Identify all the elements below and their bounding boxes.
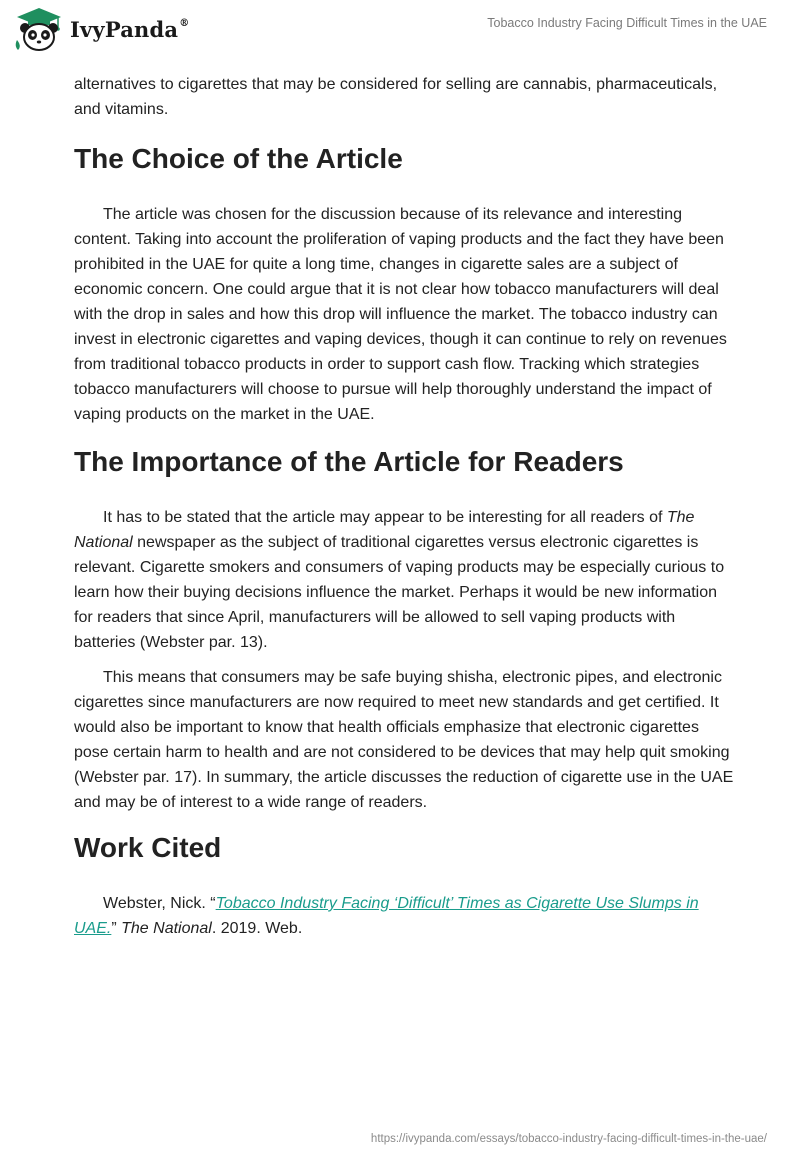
citation-close-quote: ” xyxy=(111,920,122,937)
citation-article-link[interactable]: Tobacco Industry Facing ‘Difficult’ Times as Cigarette Use Slumps in UAE. xyxy=(74,895,699,937)
registered-mark: ® xyxy=(179,17,190,29)
newspaper-name: The National xyxy=(74,509,695,551)
citation-entry xyxy=(74,891,734,941)
logo-wordmark: IvyPanda® xyxy=(70,16,190,42)
footer-url: https://ivypanda.com/essays/tobacco-industry-facing-difficult-times-in-the-uae/ xyxy=(370,1133,767,1145)
panda-graduate-icon xyxy=(14,6,64,52)
choice-paragraph: The article was chosen for the discussion because of its relevance and interesting content. Taking into account the proliferation of vaping products and the fact they have been prohibited in the UAE for quite a long time, changes in cigarette sales are a subject of economic concern. One could argue that it is not clear how tobacco manufacturers will deal with the drop in sales and how this drop will influence the market. The tobacco industry can invest in electronic cigarettes and vaping devices, though it can continue to rely on revenues from traditional tobacco products in order to support cash flow. Tracking which strategies tobacco manufacturers will choose to pursue will help thoroughly understand the impact of vaping products on the market in the UAE. xyxy=(74,206,727,423)
page-header xyxy=(0,0,800,64)
section-heading-importance: The Importance of the Article for Readers xyxy=(74,446,624,477)
section-heading-work-cited: Work Cited xyxy=(74,832,222,863)
importance-paragraph-1 xyxy=(74,505,734,655)
text-run: newspaper as the subject of traditional cigarettes versus electronic cigarettes is relevant. Cigarette smokers and consumers of vaping products may be especially curious to learn how their buying decisions influence the market. Perhaps it would be new information for readers that since April, manufacturers will be allowed to sell vaping products with batteries (Webster par. 13). xyxy=(74,534,725,651)
ivypanda-logo[interactable] xyxy=(14,6,189,52)
section-heading-choice: The Choice of the Article xyxy=(74,143,403,174)
essay-body xyxy=(74,72,734,951)
text-run: It has to be stated that the article may appear to be interesting for all readers of xyxy=(103,509,667,526)
citation-author: Webster, Nick. “ xyxy=(103,895,216,912)
intro-paragraph: alternatives to cigarettes that may be considered for selling are cannabis, pharmaceuticals, and vitamins. xyxy=(74,76,718,118)
importance-paragraph-2: This means that consumers may be safe buying shisha, electronic pipes, and electronic cigarettes since manufacturers are now required to meet new standards and get certified. It would also be important to know that health officials emphasize that electronic cigarettes pose certain harm to health and are not considered to be devices that may help quit smoking (Webster par. 17). In summary, the article discusses the reduction of cigarette use in the UAE and may be of interest to a wide range of readers. xyxy=(74,669,734,811)
citation-source: The National xyxy=(121,920,212,937)
citation-tail: . 2019. Web. xyxy=(211,920,303,937)
document-title: Tobacco Industry Facing Difficult Times in the UAE xyxy=(487,16,767,30)
